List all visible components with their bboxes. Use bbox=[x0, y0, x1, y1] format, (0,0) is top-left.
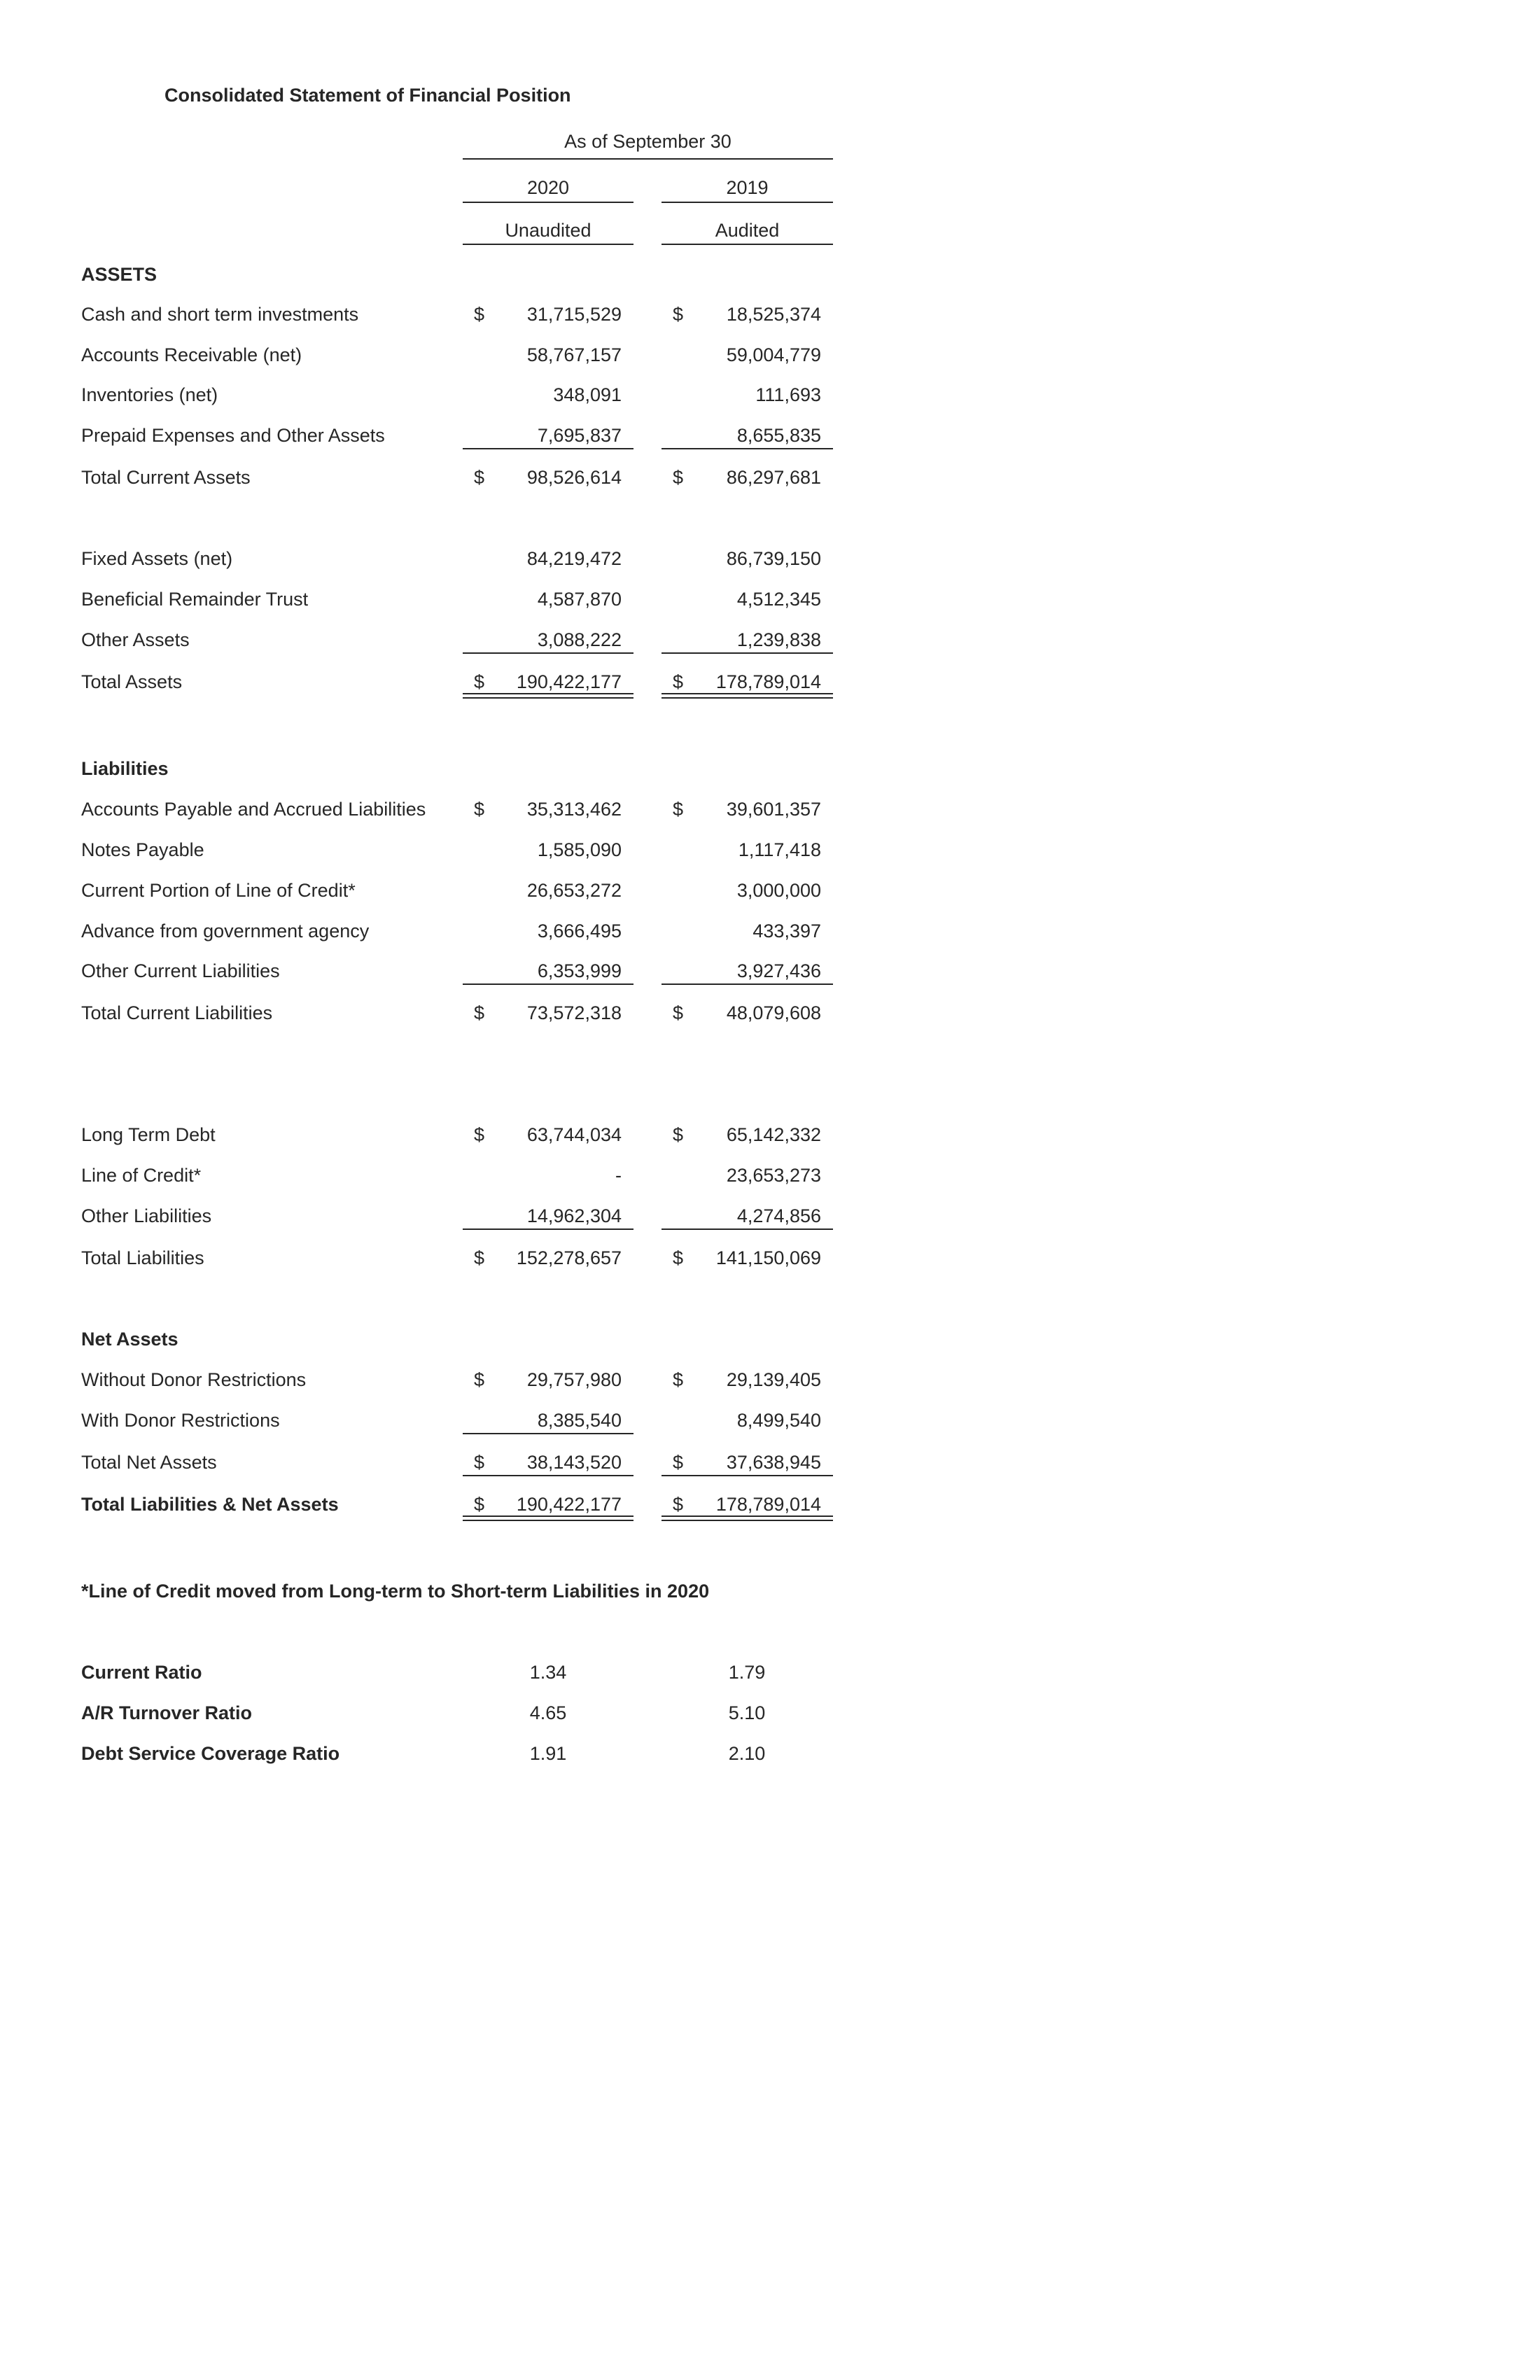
row-label: Accounts Payable and Accrued Liabilities bbox=[81, 799, 426, 820]
dollar-sign: $ bbox=[474, 1247, 485, 1268]
ratio-2019: 2.10 bbox=[728, 1743, 766, 1764]
value-2019: 39,601,357 bbox=[726, 799, 821, 820]
total-double-rule bbox=[662, 1516, 833, 1517]
table-row bbox=[0, 799, 1540, 827]
row-label: Other Assets bbox=[81, 629, 190, 650]
row-label: Long Term Debt bbox=[81, 1124, 216, 1145]
liabilities-heading: Liabilities bbox=[81, 758, 169, 779]
status-2019-rule bbox=[662, 244, 833, 245]
subtotal-rule bbox=[463, 1228, 634, 1230]
value-2019: 178,789,014 bbox=[715, 1494, 821, 1515]
subtotal-rule bbox=[662, 1475, 833, 1476]
ratio-2020: 4.65 bbox=[529, 1702, 567, 1723]
table-row bbox=[0, 304, 1540, 332]
table-row bbox=[0, 1494, 1540, 1522]
footnote: *Line of Credit moved from Long-term to Short-term Liabilities in 2020 bbox=[81, 1581, 710, 1602]
year-2020-header: 2020 bbox=[526, 177, 570, 198]
row-label: Inventories (net) bbox=[81, 384, 218, 405]
row-label: Current Portion of Line of Credit* bbox=[81, 880, 356, 901]
value-2019: 29,139,405 bbox=[726, 1369, 821, 1390]
value-2020: - bbox=[615, 1165, 622, 1186]
row-label: Total Liabilities bbox=[81, 1247, 204, 1268]
table-row bbox=[0, 1369, 1540, 1397]
dollar-sign: $ bbox=[474, 1124, 485, 1145]
table-row bbox=[0, 589, 1540, 617]
dollar-sign: $ bbox=[673, 1124, 684, 1145]
value-2019: 1,117,418 bbox=[738, 839, 821, 860]
subtotal-rule bbox=[662, 983, 833, 985]
ratio-2020: 1.91 bbox=[529, 1743, 567, 1764]
period-header-rule bbox=[463, 158, 833, 160]
page-title: Consolidated Statement of Financial Position bbox=[164, 85, 571, 106]
value-2019: 37,638,945 bbox=[726, 1452, 821, 1473]
value-2020: 84,219,472 bbox=[526, 548, 622, 569]
dollar-sign: $ bbox=[474, 467, 485, 488]
row-label: Fixed Assets (net) bbox=[81, 548, 233, 569]
dollar-sign: $ bbox=[673, 671, 684, 692]
assets-heading-row bbox=[0, 264, 1540, 292]
value-2020: 31,715,529 bbox=[526, 304, 622, 325]
dollar-sign: $ bbox=[673, 1452, 684, 1473]
value-2020: 26,653,272 bbox=[526, 880, 622, 901]
ratio-label: A/R Turnover Ratio bbox=[81, 1702, 253, 1723]
table-row bbox=[0, 880, 1540, 908]
dollar-sign: $ bbox=[474, 1452, 485, 1473]
dollar-sign: $ bbox=[474, 304, 485, 325]
dollar-sign: $ bbox=[474, 1494, 485, 1515]
net-assets-heading-row bbox=[0, 1329, 1540, 1357]
ratio-2019: 1.79 bbox=[728, 1662, 766, 1683]
value-2019: 141,150,069 bbox=[715, 1247, 821, 1268]
row-label: Advance from government agency bbox=[81, 920, 370, 941]
row-label: Total Current Assets bbox=[81, 467, 251, 488]
value-2019: 65,142,332 bbox=[726, 1124, 821, 1145]
value-2019: 86,297,681 bbox=[726, 467, 821, 488]
table-row bbox=[0, 1002, 1540, 1030]
table-row bbox=[0, 1124, 1540, 1152]
row-label: Total Assets bbox=[81, 671, 183, 692]
row-label: Total Net Assets bbox=[81, 1452, 217, 1473]
value-2020: 98,526,614 bbox=[526, 467, 622, 488]
subtotal-rule bbox=[463, 1475, 634, 1476]
table-row bbox=[0, 1247, 1540, 1275]
row-label: Notes Payable bbox=[81, 839, 204, 860]
table-row bbox=[0, 1165, 1540, 1193]
subtotal-rule bbox=[463, 652, 634, 654]
row-label: Accounts Receivable (net) bbox=[81, 344, 302, 365]
ratio-row bbox=[0, 1662, 1540, 1690]
dollar-sign: $ bbox=[474, 1369, 485, 1390]
table-row bbox=[0, 384, 1540, 412]
value-2019: 48,079,608 bbox=[726, 1002, 821, 1023]
value-2020: 73,572,318 bbox=[526, 1002, 622, 1023]
row-label: Beneficial Remainder Trust bbox=[81, 589, 309, 610]
dollar-sign: $ bbox=[474, 1002, 485, 1023]
table-row bbox=[0, 671, 1540, 699]
row-label: Without Donor Restrictions bbox=[81, 1369, 307, 1390]
table-row bbox=[0, 920, 1540, 948]
value-2020: 63,744,034 bbox=[526, 1124, 622, 1145]
value-2020: 190,422,177 bbox=[516, 1494, 622, 1515]
total-double-rule bbox=[463, 1516, 634, 1517]
value-2020: 1,585,090 bbox=[537, 839, 622, 860]
total-double-rule bbox=[463, 1520, 634, 1521]
value-2019: 86,739,150 bbox=[726, 548, 821, 569]
dollar-sign: $ bbox=[673, 304, 684, 325]
value-2020: 7,695,837 bbox=[537, 425, 622, 446]
total-double-rule bbox=[463, 697, 634, 699]
period-header: As of September 30 bbox=[564, 131, 732, 152]
value-2019: 111,693 bbox=[755, 384, 821, 405]
value-2019: 3,000,000 bbox=[736, 880, 821, 901]
value-2019: 3,927,436 bbox=[736, 960, 821, 981]
assets-heading: ASSETS bbox=[81, 264, 158, 285]
value-2019: 433,397 bbox=[752, 920, 821, 941]
value-2020: 35,313,462 bbox=[526, 799, 622, 820]
ratio-2020: 1.34 bbox=[529, 1662, 567, 1683]
subtotal-rule bbox=[463, 448, 634, 449]
total-double-rule bbox=[662, 1520, 833, 1521]
row-label: Other Current Liabilities bbox=[81, 960, 280, 981]
year-2019-rule bbox=[662, 202, 833, 203]
value-2020: 38,143,520 bbox=[526, 1452, 622, 1473]
liabilities-heading-row bbox=[0, 758, 1540, 786]
value-2019: 18,525,374 bbox=[726, 304, 821, 325]
ratio-label: Debt Service Coverage Ratio bbox=[81, 1743, 340, 1764]
subtotal-rule bbox=[463, 1433, 634, 1434]
dollar-sign: $ bbox=[673, 799, 684, 820]
value-2020: 3,088,222 bbox=[537, 629, 622, 650]
status-2020-header: Unaudited bbox=[505, 220, 592, 241]
row-label: Total Liabilities & Net Assets bbox=[81, 1494, 339, 1515]
year-2020-rule bbox=[463, 202, 634, 203]
year-2019-header: 2019 bbox=[726, 177, 769, 198]
subtotal-rule bbox=[662, 448, 833, 449]
value-2020: 8,385,540 bbox=[537, 1410, 622, 1431]
dollar-sign: $ bbox=[673, 1369, 684, 1390]
value-2019: 23,653,273 bbox=[726, 1165, 821, 1186]
net-assets-heading: Net Assets bbox=[81, 1329, 178, 1350]
dollar-sign: $ bbox=[673, 1002, 684, 1023]
dollar-sign: $ bbox=[673, 1247, 684, 1268]
ratio-row bbox=[0, 1743, 1540, 1771]
value-2020: 190,422,177 bbox=[516, 671, 622, 692]
subtotal-rule bbox=[662, 1228, 833, 1230]
table-row bbox=[0, 839, 1540, 867]
row-label: Line of Credit* bbox=[81, 1165, 202, 1186]
dollar-sign: $ bbox=[673, 467, 684, 488]
row-label: With Donor Restrictions bbox=[81, 1410, 280, 1431]
total-double-rule bbox=[662, 693, 833, 694]
table-row bbox=[0, 548, 1540, 576]
value-2019: 8,499,540 bbox=[736, 1410, 821, 1431]
ratio-2019: 5.10 bbox=[728, 1702, 766, 1723]
value-2020: 152,278,657 bbox=[516, 1247, 622, 1268]
total-double-rule bbox=[463, 693, 634, 694]
value-2019: 1,239,838 bbox=[736, 629, 821, 650]
value-2019: 8,655,835 bbox=[736, 425, 821, 446]
row-label: Cash and short term investments bbox=[81, 304, 359, 325]
dollar-sign: $ bbox=[474, 799, 485, 820]
status-2019-header: Audited bbox=[715, 220, 780, 241]
subtotal-rule bbox=[662, 652, 833, 654]
table-row bbox=[0, 1410, 1540, 1438]
row-label: Other Liabilities bbox=[81, 1205, 212, 1226]
total-double-rule bbox=[662, 697, 833, 699]
value-2019: 4,274,856 bbox=[736, 1205, 821, 1226]
status-2020-rule bbox=[463, 244, 634, 245]
dollar-sign: $ bbox=[474, 671, 485, 692]
subtotal-rule bbox=[463, 983, 634, 985]
value-2020: 4,587,870 bbox=[537, 589, 622, 610]
ratio-row bbox=[0, 1702, 1540, 1730]
value-2019: 178,789,014 bbox=[715, 671, 821, 692]
dollar-sign: $ bbox=[673, 1494, 684, 1515]
table-row bbox=[0, 467, 1540, 495]
value-2019: 59,004,779 bbox=[726, 344, 821, 365]
row-label: Total Current Liabilities bbox=[81, 1002, 273, 1023]
value-2020: 348,091 bbox=[553, 384, 622, 405]
ratio-label: Current Ratio bbox=[81, 1662, 202, 1683]
value-2020: 58,767,157 bbox=[526, 344, 622, 365]
table-row bbox=[0, 344, 1540, 372]
value-2020: 3,666,495 bbox=[537, 920, 622, 941]
value-2020: 14,962,304 bbox=[526, 1205, 622, 1226]
value-2019: 4,512,345 bbox=[736, 589, 821, 610]
row-label: Prepaid Expenses and Other Assets bbox=[81, 425, 385, 446]
value-2020: 6,353,999 bbox=[537, 960, 622, 981]
value-2020: 29,757,980 bbox=[526, 1369, 622, 1390]
